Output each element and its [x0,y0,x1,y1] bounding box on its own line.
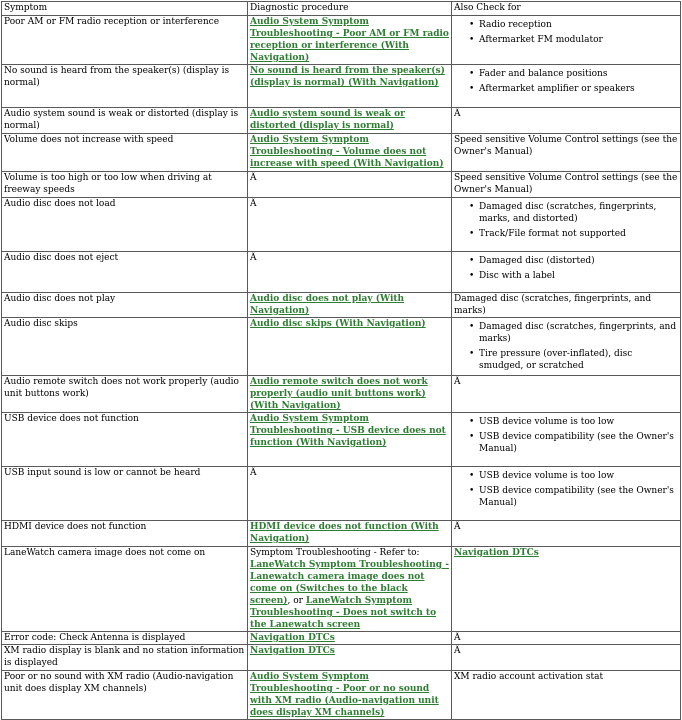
header-symptom: Symptom [2,2,248,16]
bullet-icon: • [469,486,475,496]
also-check-cell [452,467,681,521]
procedure-cell: Â [248,198,452,252]
bullet-icon: • [469,271,475,281]
list-item: • Disc with a label [469,271,555,281]
table-row [2,547,681,632]
procedure-cell [248,645,452,671]
header-also-check: Also Check for [452,2,681,16]
procedure-cell [248,293,452,318]
header-row [2,2,681,16]
bullet-icon: • [469,349,475,359]
procedure-link[interactable]: Navigation DTCs [250,633,335,643]
procedure-prefix: Symptom Troubleshooting - Refer to: [250,548,420,558]
also-check-cell [452,318,681,376]
procedure-link[interactable]: Navigation DTCs [250,646,335,656]
table-row [2,521,681,547]
header-procedure: Diagnostic procedure [248,2,452,16]
list-item: • Damaged disc (scratches, fingerprints, and marks) [469,322,677,344]
list-item: • Radio reception [469,20,552,30]
procedure-cell: Â [248,172,452,198]
procedure-link[interactable]: Audio System Symptom Troubleshooting - Poor AM or FM radio reception or interference (With Navigation) [250,17,449,63]
procedure-link[interactable]: Audio system sound is weak or distorted (display is normal) [250,109,405,131]
symptom-cell: USB device does not function [2,413,248,467]
procedure-link[interactable]: HDMI device does not function (With Navigation) [250,522,439,544]
table-row [2,134,681,172]
list-item: • Track/File format not supported [469,229,626,239]
procedure-cell [248,318,452,376]
procedure-link-secondary[interactable]: LaneWatch Symptom Troubleshooting - Does not switch to the Lanewatch screen [250,596,437,630]
list-item: • Damaged disc (scratches, fingerprints, marks, and distorted) [469,202,657,224]
also-check-cell: XM radio account activation stat [452,671,681,720]
procedure-cell [248,134,452,172]
symptom-cell: Audio remote switch does not work properly (audio unit buttons work) [2,376,248,413]
bullet-icon: • [469,69,475,79]
symptom-cell: Volume is too high or too low when driving at freeway speeds [2,172,248,198]
troubleshooting-table [1,1,681,720]
procedure-cell: Â [248,252,452,293]
bullet-icon: • [469,417,475,427]
table-row [2,65,681,108]
procedure-cell: Â [248,467,452,521]
bullet-icon: • [469,322,475,332]
symptom-cell: Volume does not increase with speed [2,134,248,172]
symptom-cell: Poor or no sound with XM radio (Audio-navigation unit does display XM channels) [2,671,248,720]
bullet-icon: • [469,20,475,30]
symptom-cell: Audio disc does not play [2,293,248,318]
symptom-cell: LaneWatch camera image does not come on [2,547,248,632]
procedure-cell [248,521,452,547]
bullet-icon: • [469,84,475,94]
procedure-link[interactable]: No sound is heard from the speaker(s) (display is normal) (With Navigation) [250,66,445,88]
table-row [2,645,681,671]
symptom-cell: No sound is heard from the speaker(s) (display is normal) [2,65,248,108]
procedure-link[interactable]: Audio disc skips (With Navigation) [250,319,426,329]
procedure-cell [248,413,452,467]
also-check-link[interactable]: Navigation DTCs [454,548,539,558]
table-row [2,172,681,198]
table-row [2,632,681,645]
list-item: • USB device volume is too low [469,471,615,481]
procedure-cell [248,671,452,720]
symptom-cell: USB input sound is low or cannot be heard [2,467,248,521]
symptom-cell: Audio disc skips [2,318,248,376]
procedure-link[interactable]: Audio remote switch does not work properly (audio unit buttons work) (With Navigation) [250,377,428,411]
table-row [2,198,681,252]
table-row [2,293,681,318]
list-item: • Damaged disc (distorted) [469,256,595,266]
also-check-cell [452,413,681,467]
also-check-cell: Speed sensitive Volume Control settings (see the Owner's Manual) [452,172,681,198]
symptom-cell: Error code: Check Antenna is displayed [2,632,248,645]
symptom-cell: Audio system sound is weak or distorted (display is normal) [2,108,248,134]
table-row [2,467,681,521]
list-item: • Aftermarket FM modulator [469,35,603,45]
symptom-cell: Audio disc does not eject [2,252,248,293]
procedure-link[interactable]: Audio System Symptom Troubleshooting - Volume does not increase with speed (With Navigation) [250,135,444,169]
procedure-cell [248,376,452,413]
list-item: • USB device compatibility (see the Owner's Manual) [469,486,674,508]
procedure-link[interactable]: Audio System Symptom Troubleshooting - USB device does not function (With Navigation) [250,414,446,448]
procedure-link[interactable]: Audio System Symptom Troubleshooting - Poor or no sound with XM radio (Audio-navigation unit does display XM channels) [250,672,439,718]
symptom-cell: Poor AM or FM radio reception or interference [2,16,248,65]
list-item: • Aftermarket amplifier or speakers [469,84,635,94]
symptom-cell: Audio disc does not load [2,198,248,252]
table-row [2,413,681,467]
bullet-icon: • [469,256,475,266]
table-row [2,252,681,293]
also-check-cell: Â [452,632,681,645]
table-row [2,376,681,413]
table-row [2,671,681,720]
procedure-separator: , or [287,596,306,606]
table-row [2,108,681,134]
also-check-cell [452,547,681,632]
procedure-cell [248,65,452,108]
list-item: • Tire pressure (over-inflated), disc smudged, or scratched [469,349,633,371]
procedure-link[interactable]: LaneWatch Symptom Troubleshooting - Lanewatch camera image does not come on (Switches to the black screen) [250,560,449,606]
procedure-link[interactable]: Audio disc does not play (With Navigation) [250,294,405,316]
bullet-icon: • [469,35,475,45]
table-row [2,318,681,376]
table-row [2,16,681,65]
also-check-cell: Â [452,521,681,547]
bullet-icon: • [469,471,475,481]
also-check-cell [452,198,681,252]
procedure-cell [248,547,452,632]
also-check-cell [452,16,681,65]
also-check-cell [452,252,681,293]
list-item: • Fader and balance positions [469,69,608,79]
symptom-cell: HDMI device does not function [2,521,248,547]
also-check-cell [452,65,681,108]
also-check-cell: Â [452,376,681,413]
procedure-cell [248,632,452,645]
also-check-cell: Â [452,645,681,671]
list-item: • USB device volume is too low [469,417,615,427]
bullet-icon: • [469,229,475,239]
list-item: • USB device compatibility (see the Owner's Manual) [469,432,674,454]
also-check-cell: Damaged disc (scratches, fingerprints, and marks) [452,293,681,318]
bullet-icon: • [469,432,475,442]
bullet-icon: • [469,202,475,212]
also-check-cell: Speed sensitive Volume Control settings (see the Owner's Manual) [452,134,681,172]
procedure-cell [248,16,452,65]
also-check-cell: Â [452,108,681,134]
procedure-cell [248,108,452,134]
symptom-cell: XM radio display is blank and no station information is displayed [2,645,248,671]
